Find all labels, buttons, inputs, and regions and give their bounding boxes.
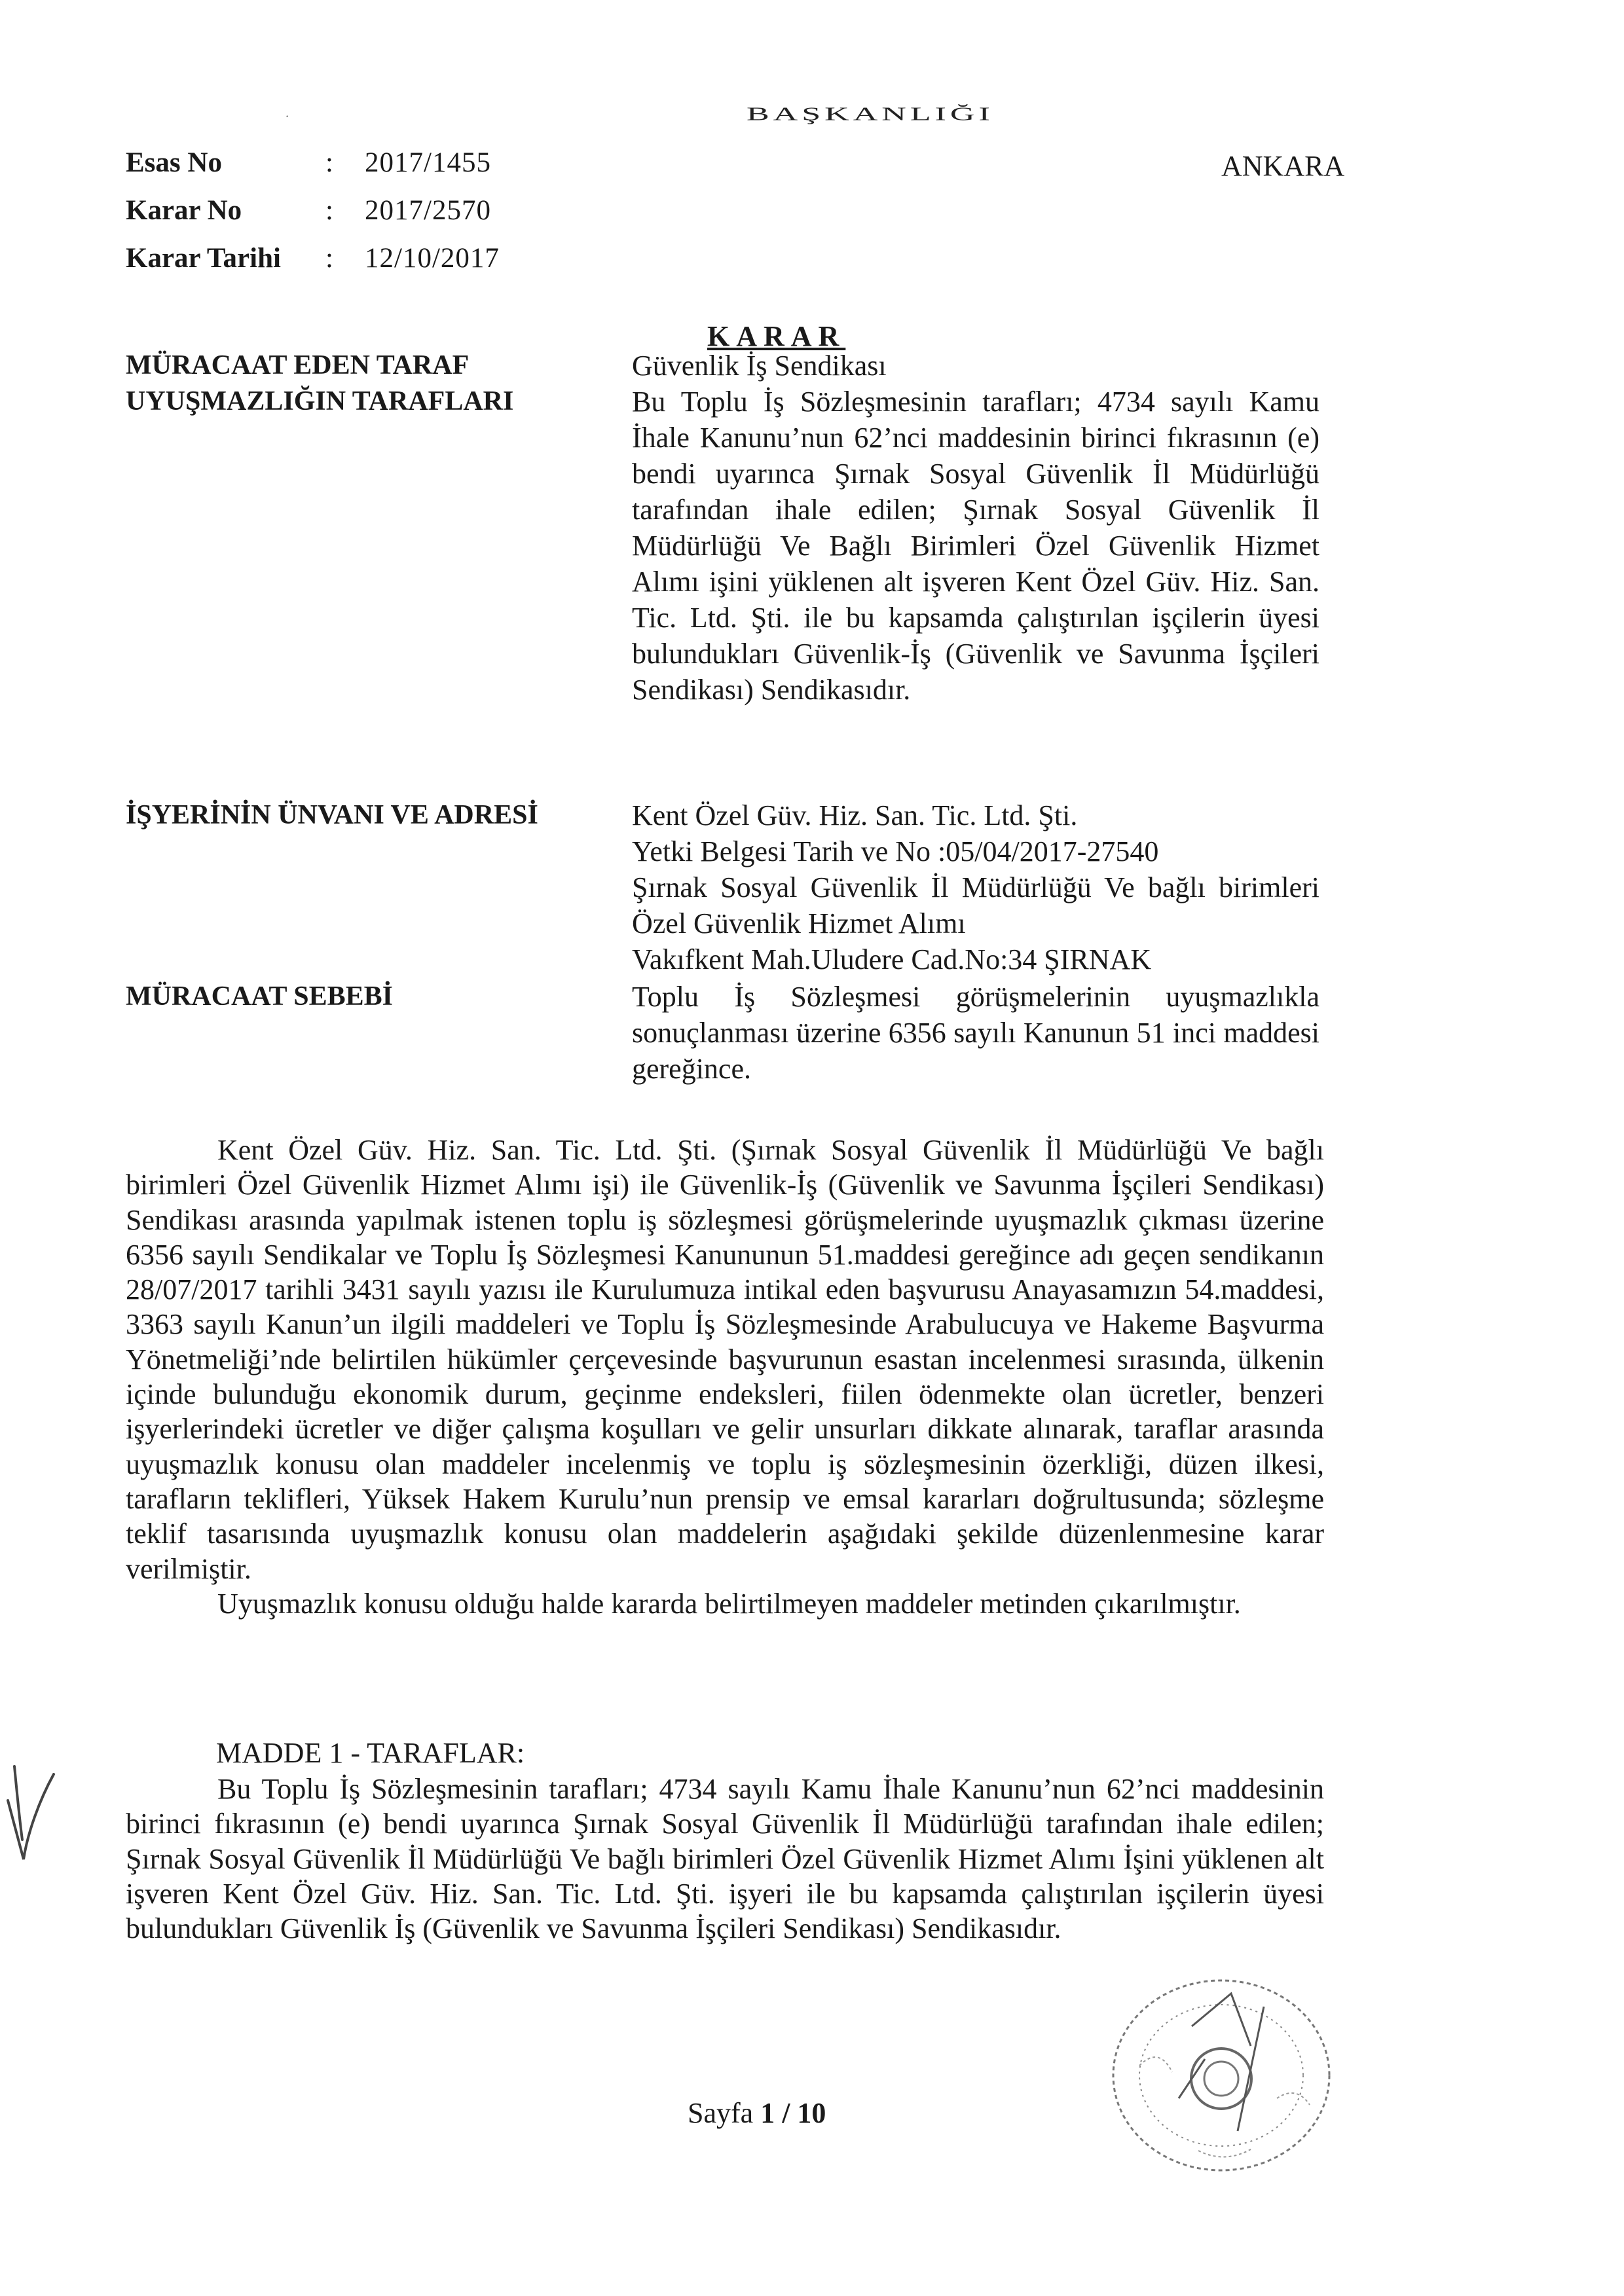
workplace-line: Şırnak Sosyal Güvenlik İl Müdürlüğü Ve bağlı birimleri Özel Güvenlik Hizmet Alımı xyxy=(632,871,1320,939)
scan-speck: · xyxy=(285,108,290,124)
meta-sep: : xyxy=(325,147,333,178)
parties-value: Bu Toplu İş Sözleşmesinin tarafları; 4734 sayılı Kamu İhale Kanunu’nun 62’nci maddesinin birinci fıkrasının (e) bendi uyarınca Şırnak Sosyal Güvenlik İl Müdürlüğü tarafından ihale edilen; Şırnak Sosyal Güvenlik İl Müdürlüğü Ve Bağlı Birimleri Özel Güvenlik Hizmet Alımı işini yüklenen alt işveren Kent Özel Güv. Hiz. San. Tic. Ltd. Şti. ile bu kapsamda çalıştırılan işçilerin üyesi bulundukları Güvenlik-İş (Güvenlik ve Savunma İşçileri Sendikası) Sendikasıdır. xyxy=(632,386,1320,706)
meta-sep: : xyxy=(325,195,333,226)
reason-value: Toplu İş Sözleşmesi görüşmelerinin uyuşmazlıkla sonuçlanması üzerine 6356 sayılı Kanunun 51 inci maddesi gereğince. xyxy=(632,981,1320,1085)
meta-row-tarih xyxy=(126,234,500,282)
page-word: Sayfa xyxy=(688,2097,754,2129)
page-indicator xyxy=(688,2096,826,2130)
workplace-line: Kent Özel Güv. Hiz. San. Tic. Ltd. Şti. xyxy=(632,799,1078,831)
article-body xyxy=(126,1772,1324,1946)
applicant-label: MÜRACAAT EDEN TARAF xyxy=(126,350,470,380)
applicant-value: Güvenlik İş Sendikası xyxy=(632,350,887,382)
body-paragraph: Kent Özel Güv. Hiz. San. Tic. Ltd. Şti. (Şırnak Sosyal Güvenlik İl Müdürlüğü Ve bağlı birimleri Özel Güvenlik Hizmet Alımı işi) ile Güvenlik-İş (Güvenlik ve Savunma İşçileri Sendikası) Sendikası arasında yapılmak istenen toplu iş sözleşmesi görüşmelerinde uyuşmazlık çıkması üzerine 6356 sayılı Sendikalar ve Toplu İş Sözleşmesi Kanununun 51.maddesi gereğince adı geçen sendikanın 28/07/2017 tarihli 3431 sayılı yazısı ile Kurulumuza intikal eden başvurusu Anayasamızın 54.maddesi, 3363 sayılı Kanun’un ilgili maddeleri ve Toplu İş Sözleşmesinde Arabulucuya ve Hakeme Başvurma Yönetmeliği’nde belirtilen hükümler çerçevesinde başvurunun esastan incelenmesi sırasında, ülkenin içinde bulunduğu ekonomik durum, geçinme endeksleri, fiilen ödenmekte olan ücretler, benzeri işyerlerindeki ücretler ve diğer çalışma koşulları ve gelir unsurları dikkate alınarak, taraflar arasında uyuşmazlık konusu olan maddeler incelenmiş ve toplu iş sözleşmesinin özerkliği, düzen ilkesi, tarafların teklifleri, Yüksek Hakem Kurulu’nun prensip ve emsal kararları doğrultusunda; sözleşme teklif tasarısında uyuşmazlık konusu olan maddelerin aşağıdaki şekilde düzenlenmesine karar verilmiştir. xyxy=(126,1134,1324,1585)
meta-value: 12/10/2017 xyxy=(365,243,500,274)
handwritten-tick-icon xyxy=(0,1761,59,1876)
meta-value: 2017/2570 xyxy=(365,195,491,226)
city-label: ANKARA xyxy=(1221,150,1345,182)
meta-key: Karar Tarihi xyxy=(126,243,281,274)
meta-value: 2017/1455 xyxy=(365,147,491,178)
workplace-line: Vakıfkent Mah.Uludere Cad.No:34 ŞIRNAK xyxy=(632,943,1152,975)
decision-title: KARAR xyxy=(707,320,846,352)
article-paragraph: Bu Toplu İş Sözleşmesinin tarafları; 4734 sayılı Kamu İhale Kanunu’nun 62’nci maddesinin birinci fıkrasının (e) bendi uyarınca Şırnak Sosyal Güvenlik İl Müdürlüğü tarafından ihale edilen; Şırnak Sosyal Güvenlik İl Müdürlüğü Ve bağlı birimleri Özel Güvenlik Hizmet Alımı İşini yüklenen alt işveren Kent Özel Güv. Hiz. San. Tic. Ltd. Şti. işyeri ile bu kapsamda çalıştırılan işçilerin üyesi bulundukları Güvenlik İş (Güvenlik ve Savunma İşçileri Sendikası) Sendikasıdır. xyxy=(126,1773,1324,1945)
meta-row-esas xyxy=(126,139,500,187)
workplace-value xyxy=(632,797,1320,977)
page-current: 1 xyxy=(760,2097,775,2129)
body-paragraph: Uyuşmazlık konusu olduğu halde kararda belirtilmeyen maddeler metinden çıkarılmıştır. xyxy=(217,1587,1241,1620)
meta-key: Esas No xyxy=(126,147,222,178)
reason-label: MÜRACAAT SEBEBİ xyxy=(126,981,394,1011)
meta-sep: : xyxy=(325,243,333,274)
meta-row-karar xyxy=(126,187,500,234)
page-separator: / xyxy=(782,2097,790,2129)
meta-key: Karar No xyxy=(126,195,242,226)
case-metadata xyxy=(126,139,500,282)
page-total: 10 xyxy=(797,2097,826,2129)
workplace-label: İŞYERİNİN ÜNVANI VE ADRESİ xyxy=(126,800,538,830)
official-seal-icon xyxy=(1100,1967,1349,2187)
institution-header-fragment: BAŞKANLIĞI xyxy=(747,103,994,124)
workplace-line: Yetki Belgesi Tarih ve No :05/04/2017-27540 xyxy=(632,835,1159,867)
article-title: MADDE 1 - TARAFLAR: xyxy=(216,1737,525,1769)
decision-body xyxy=(126,1133,1324,1621)
parties-label: UYUŞMAZLIĞIN TARAFLARI xyxy=(126,386,514,416)
